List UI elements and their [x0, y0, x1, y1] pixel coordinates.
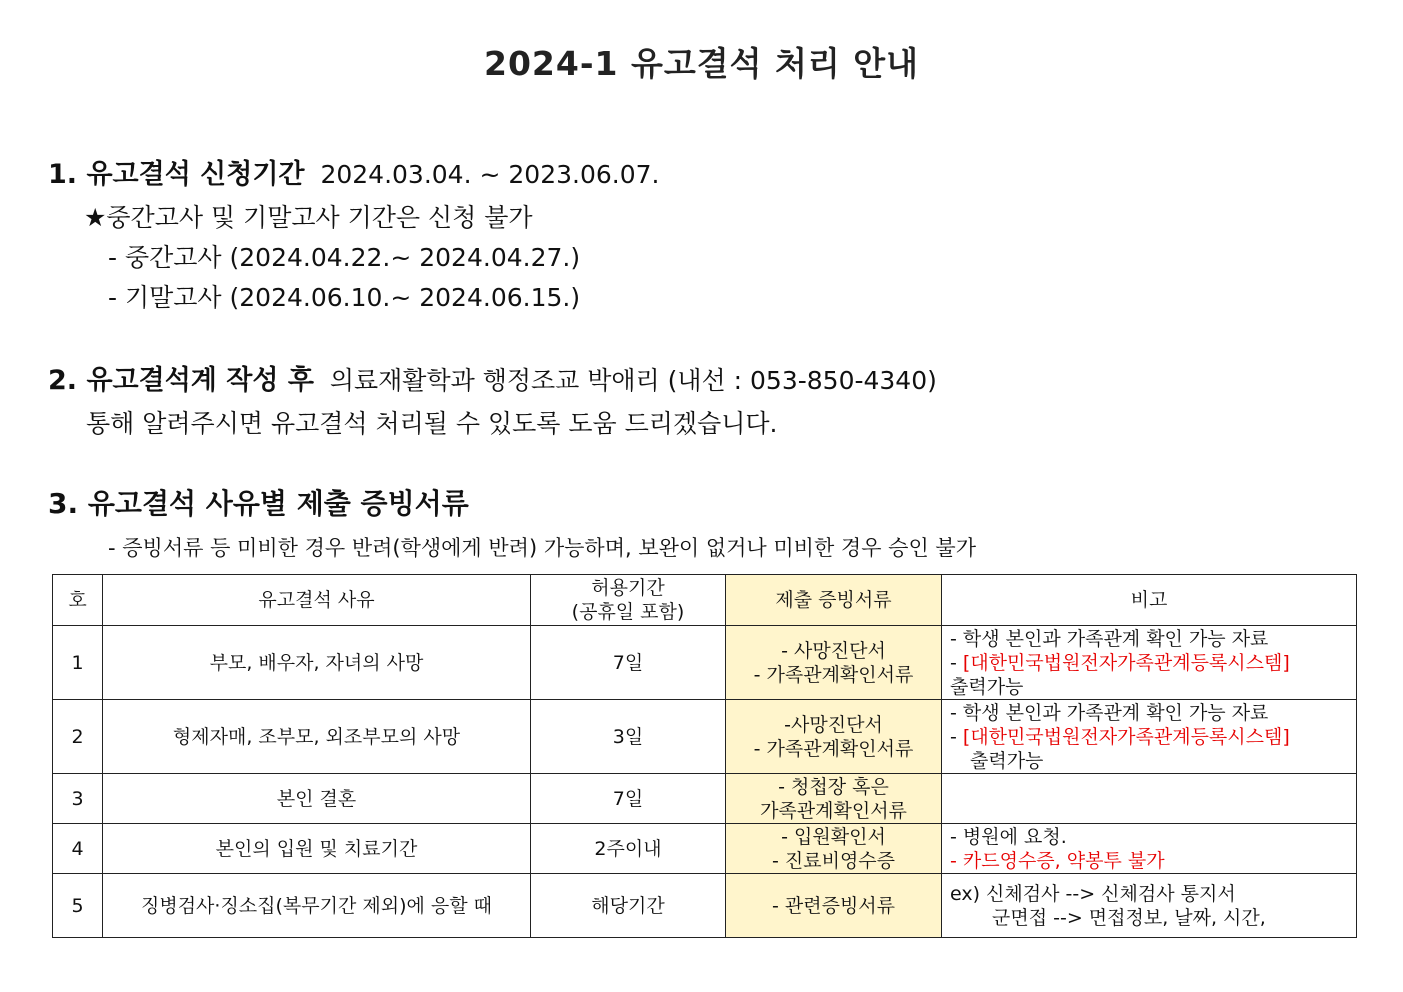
- row-period: 3일: [531, 700, 726, 774]
- note-item: 출력가능: [950, 675, 1024, 698]
- row-reason: 본인의 입원 및 치료기간: [103, 824, 531, 874]
- note-item-red: - 카드영수증, 약봉투 불가: [950, 849, 1165, 872]
- note-item: - 학생 본인과 가족관계 확인 가능 자료: [950, 701, 1269, 724]
- row-note: [942, 626, 1357, 700]
- note-item: - 학생 본인과 가족관계 확인 가능 자료: [950, 627, 1269, 650]
- section1-period: 2024.03.04. ~ 2023.06.07.: [320, 160, 660, 189]
- section3-line: [48, 482, 469, 522]
- doc-item: - 청첩장 혹은: [778, 775, 889, 798]
- note-item: [950, 725, 1352, 749]
- note-item: [950, 651, 1352, 675]
- header-no: 호: [53, 575, 103, 626]
- row-note: [942, 700, 1357, 774]
- table-header-row: [53, 575, 1357, 626]
- row-note: [942, 824, 1357, 874]
- header-period: [531, 575, 726, 626]
- row-docs: [726, 626, 942, 700]
- page-title: 2024-1 유고결석 처리 안내: [484, 44, 919, 83]
- row-period: 2주이내: [531, 824, 726, 874]
- row-docs: [726, 824, 942, 874]
- row-period: 해당기간: [531, 874, 726, 938]
- doc-item: - 관련증빙서류: [771, 894, 896, 917]
- evidence-table: [52, 574, 1357, 938]
- section1-notice: ★중간고사 및 기말고사 기간은 신청 불가: [84, 203, 533, 232]
- header-period-line2: (공휴일 포함): [571, 601, 685, 623]
- note-item: 군면접 --> 면접정보, 날짜, 시간,: [992, 906, 1266, 929]
- row-no: 3: [53, 774, 103, 824]
- row-no: 1: [53, 626, 103, 700]
- section3-heading: 3. 유고결석 사유별 제출 증빙서류: [48, 487, 469, 520]
- row-reason: 형제자매, 조부모, 외조부모의 사망: [103, 700, 531, 774]
- note-dash: -: [950, 725, 963, 748]
- note-system-red: [대한민국법원전자가족관계등록시스템]: [962, 651, 1290, 674]
- header-note: 비고: [942, 575, 1357, 626]
- table-row: [53, 824, 1357, 874]
- row-no: 5: [53, 874, 103, 938]
- section2-contact: 의료재활학과 행정조교 박애리 (내선 : 053-850-4340): [329, 366, 937, 395]
- table-row: [53, 774, 1357, 824]
- note-system-red: [대한민국법원전자가족관계등록시스템]: [962, 725, 1290, 748]
- section3-sub: - 증빙서류 등 미비한 경우 반려(학생에게 반려) 가능하며, 보완이 없거나 미비한 경우 승인 불가: [108, 536, 976, 560]
- header-docs: 제출 증빙서류: [726, 575, 942, 626]
- doc-item: - 사망진단서: [781, 639, 886, 662]
- section2-line2: 통해 알려주시면 유고결석 처리될 수 있도록 도움 드리겠습니다.: [86, 409, 778, 438]
- doc-item: - 가족관계확인서류: [753, 737, 914, 760]
- row-docs: [726, 874, 942, 938]
- header-period-line1: 허용기간: [591, 577, 665, 599]
- header-reason: 유고결석 사유: [103, 575, 531, 626]
- row-no: 4: [53, 824, 103, 874]
- section2-heading: 2. 유고결석계 작성 후: [48, 365, 314, 396]
- doc-item: 가족관계확인서류: [760, 799, 907, 822]
- section1-midterm: - 중간고사 (2024.04.22.~ 2024.04.27.): [108, 243, 581, 272]
- note-item: - 병원에 요청.: [950, 825, 1067, 848]
- table-row: [53, 874, 1357, 938]
- row-note-empty: [942, 774, 1357, 824]
- section1-final: - 기말고사 (2024.06.10.~ 2024.06.15.): [108, 283, 581, 312]
- section1-heading: 1. 유고결석 신청기간: [48, 159, 305, 190]
- section1-line: [48, 152, 659, 191]
- doc-item: -사망진단서: [784, 713, 883, 736]
- note-dash: -: [950, 651, 963, 674]
- row-period: 7일: [531, 626, 726, 700]
- row-no: 2: [53, 700, 103, 774]
- row-note: [942, 874, 1357, 938]
- row-docs: [726, 700, 942, 774]
- row-reason: 부모, 배우자, 자녀의 사망: [103, 626, 531, 700]
- note-item: ex) 신체검사 --> 신체검사 통지서: [950, 882, 1236, 905]
- row-reason: 본인 결혼: [103, 774, 531, 824]
- note-item: 출력가능: [970, 749, 1044, 772]
- table-row: [53, 626, 1357, 700]
- table-row: [53, 700, 1357, 774]
- doc-item: - 가족관계확인서류: [753, 663, 914, 686]
- section2-line: [48, 358, 937, 397]
- row-reason: 징병검사·징소집(복무기간 제외)에 응할 때: [103, 874, 531, 938]
- doc-item: - 입원확인서: [781, 825, 886, 848]
- doc-item: - 진료비영수증: [771, 849, 896, 872]
- row-period: 7일: [531, 774, 726, 824]
- row-docs: [726, 774, 942, 824]
